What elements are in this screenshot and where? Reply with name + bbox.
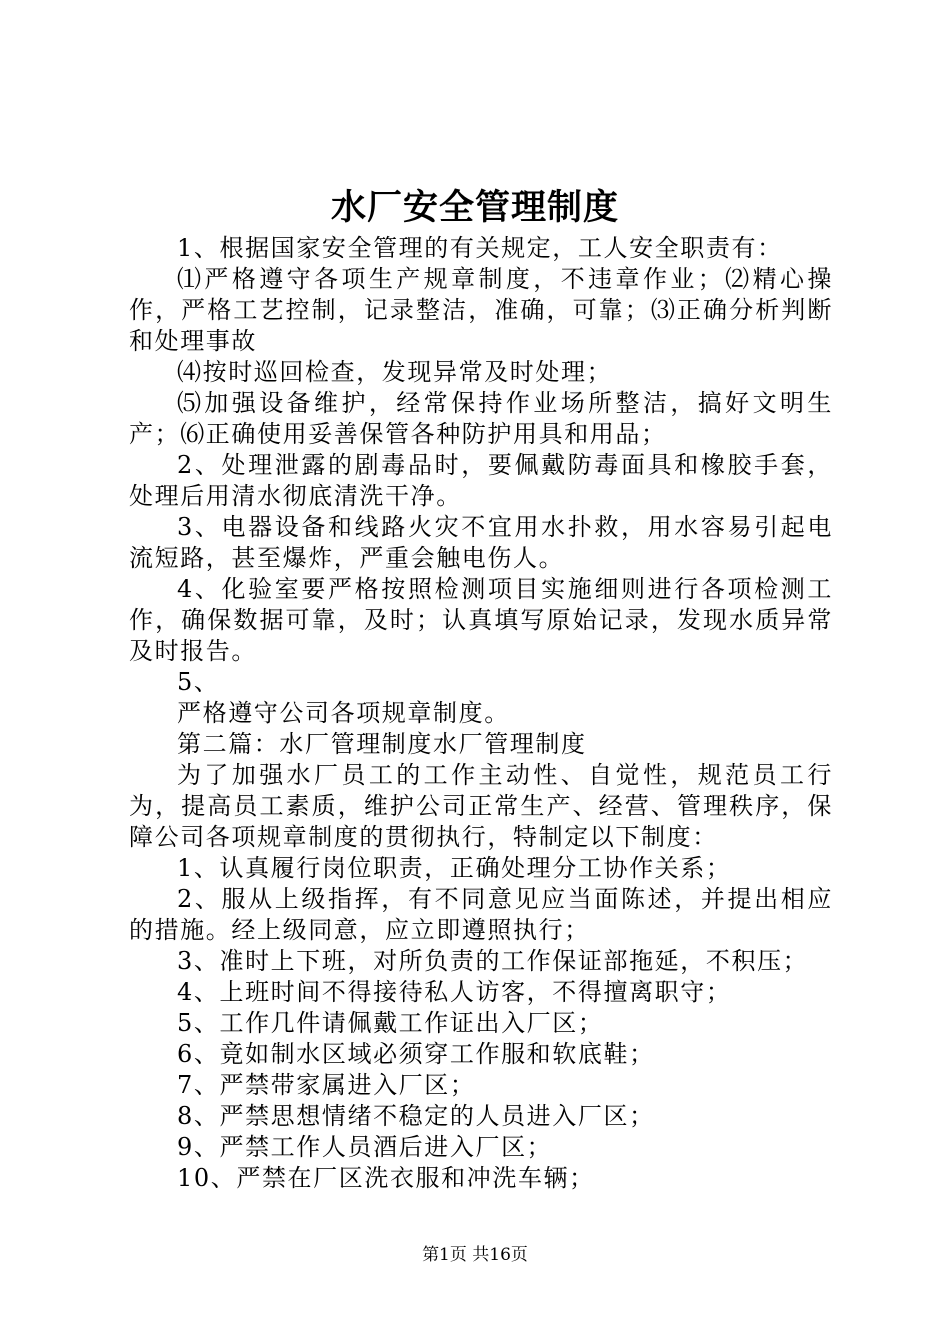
section-heading: 第二篇：水厂管理制度水厂管理制度 [177,730,587,758]
paragraph: 5、 [177,668,220,696]
paragraph: 6、竟如制水区域必须穿工作服和软底鞋； [177,1040,655,1068]
paragraph: ⑸加强设备维护，经常保持作业场所整洁，搞好文明生产；⑹正确使用妥善保管各种防护用具和用品； [129,389,833,448]
document-body [129,233,833,1194]
document-title: 水厂安全管理制度 [330,187,619,228]
paragraph: 10、严禁在厂区洗衣服和冲洗车辆； [177,1164,595,1192]
paragraph: 2、服从上级指挥，有不同意见应当面陈述，并提出相应的措施。经上级同意，应立即遵照执行； [129,885,833,944]
page-number-footer: 第1页 共16页 [422,1245,528,1265]
paragraph: 1、认真履行岗位职责，正确处理分工协作关系； [177,854,732,882]
paragraph: ⑷按时巡回检查，发现异常及时处理； [177,358,613,386]
paragraph: 3、准时上下班，对所负责的工作保证部拖延，不积压； [177,947,809,975]
paragraph: 严格遵守公司各项规章制度。 [177,699,510,727]
paragraph: ⑴严格遵守各项生产规章制度，不违章作业；⑵精心操作，严格工艺控制，记录整洁，准确，可靠；⑶正确分析判断和处理事故 [129,265,833,355]
paragraph: 为了加强水厂员工的工作主动性、自觉性，规范员工行为，提高员工素质，维护公司正常生产、经营、管理秩序，保障公司各项规章制度的贯彻执行，特制定以下制度： [129,761,833,851]
paragraph: 4、化验室要严格按照检测项目实施细则进行各项检测工作，确保数据可靠，及时；认真填写原始记录，发现水质异常及时报告。 [129,575,833,665]
paragraph: 8、严禁思想情绪不稳定的人员进入厂区； [177,1102,655,1130]
paragraph: 3、电器设备和线路火灾不宜用水扑救，用水容易引起电流短路，甚至爆炸，严重会触电伤人。 [129,513,833,572]
paragraph: 7、严禁带家属进入厂区； [177,1071,476,1099]
paragraph: 9、严禁工作人员酒后进入厂区； [177,1133,553,1161]
paragraph: 1、根据国家安全管理的有关规定，工人安全职责有： [177,234,783,262]
paragraph: 2、处理泄露的剧毒品时，要佩戴防毒面具和橡胶手套，处理后用清水彻底清洗干净。 [129,451,833,510]
paragraph: 4、上班时间不得接待私人访客，不得擅离职守； [177,978,732,1006]
paragraph: 5、工作几件请佩戴工作证出入厂区； [177,1009,604,1037]
